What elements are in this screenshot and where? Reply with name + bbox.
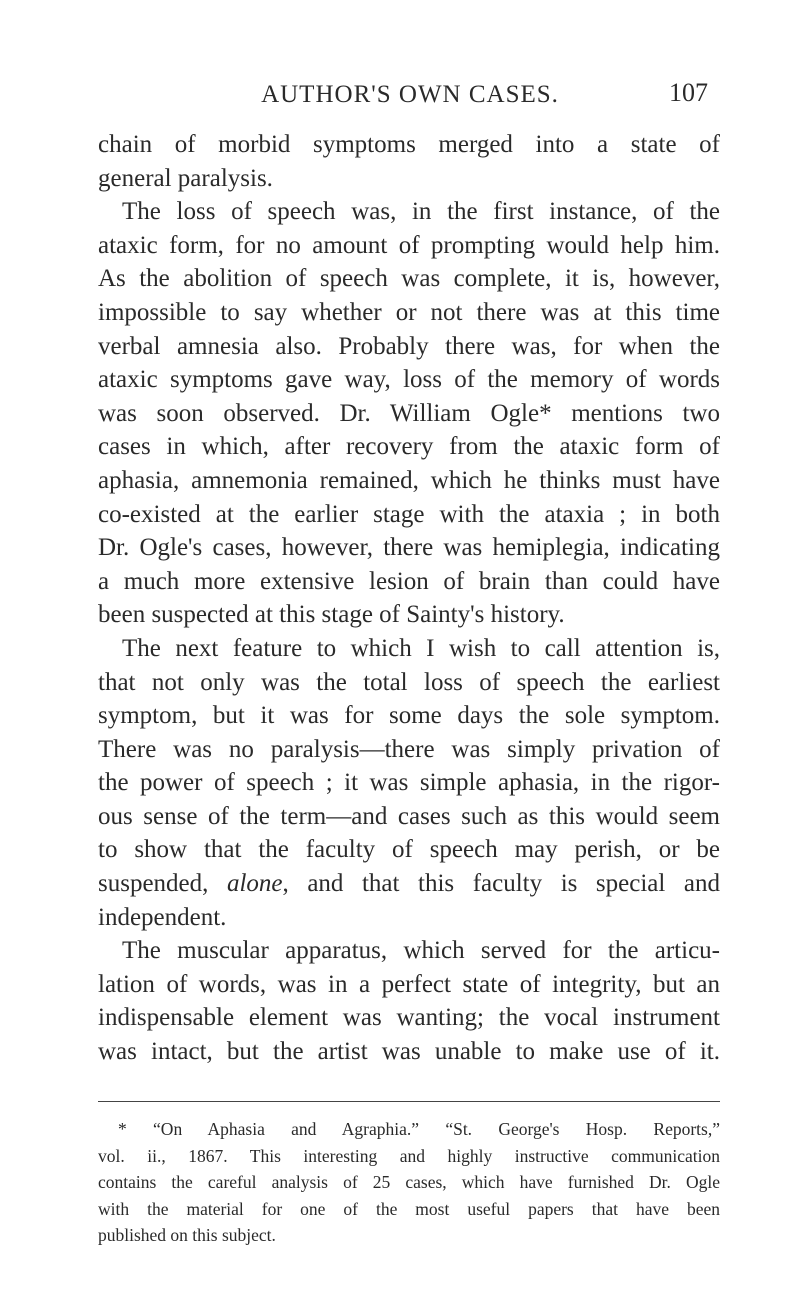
footnote xyxy=(98,1116,720,1249)
text-line: symptom, but it was for some days the sole symptom. xyxy=(98,702,720,730)
text-line: been suspected at this stage of Sainty's history. xyxy=(98,601,565,629)
text-line: lation of words, was in a perfect state of integrity, but an xyxy=(98,970,720,998)
text-line: indispensable element was wanting; the vocal instrument xyxy=(98,1004,720,1032)
text-line: As the abolition of speech was complete, it is, however, xyxy=(98,265,720,293)
footnote-line: with the material for one of the most useful papers that have been xyxy=(98,1198,720,1219)
text-line: chain of morbid symptoms merged into a state of xyxy=(98,131,720,158)
text-line: that not only was the total loss of speech the earliest xyxy=(98,668,720,696)
text-line: general paralysis. xyxy=(98,164,273,192)
text-line: ataxic symptoms gave way, loss of the memory of words xyxy=(98,366,720,394)
text-line: cases in which, after recovery from the ataxic form of xyxy=(98,433,720,461)
text-line: impossible to say whether or not there was at this time xyxy=(98,298,720,326)
emphasis: alone xyxy=(226,870,283,898)
text-line: Dr. Ogle's cases, however, there was hemiplegia, indicating xyxy=(98,534,720,562)
text-line: aphasia, amnemonia remained, which he thinks must have xyxy=(98,466,720,494)
text-line: ous sense of the term—and cases such as this would seem xyxy=(98,802,720,830)
text-line: suspended, alone, and that this faculty is special and xyxy=(98,870,720,898)
footnote-line: contains the careful analysis of 25 cases, which have furnished Dr. Ogle xyxy=(98,1172,720,1193)
text-line: a much more extensive lesion of brain than could have xyxy=(98,567,720,595)
text-line: ataxic form, for no amount of prompting would help him. xyxy=(98,231,720,259)
footnote-divider xyxy=(98,1101,720,1102)
footnote-line: published on this subject. xyxy=(98,1225,276,1246)
text-line: independent. xyxy=(98,903,227,931)
text-line: The loss of speech was, in the first instance, of the xyxy=(122,198,720,226)
page-number: 107 xyxy=(669,78,708,107)
text-line: The next feature to which I wish to call attention is, xyxy=(122,634,720,662)
text-line: verbal amnesia also. Probably there was, for when the xyxy=(98,332,720,360)
text-line: to show that the faculty of speech may perish, or be xyxy=(98,836,720,864)
running-title: AUTHOR'S OWN CASES. xyxy=(261,81,559,108)
footnote-line: * “On Aphasia and Agraphia.” “St. George's Hosp. Reports,” xyxy=(118,1119,720,1139)
text-line: co-existed at the earlier stage with the ataxia ; in both xyxy=(98,500,720,528)
text-line: the power of speech ; it was simple aphasia, in the rigor- xyxy=(98,769,720,797)
footnote-line: vol. ii., 1867. This interesting and highly instructive communication xyxy=(98,1145,720,1166)
text-line: The muscular apparatus, which served for the articu- xyxy=(122,937,720,965)
running-head xyxy=(100,76,720,116)
text-line: There was no paralysis—there was simply privation of xyxy=(98,735,720,763)
body-text xyxy=(98,128,720,1069)
text-line: was soon observed. Dr. William Ogle* mentions two xyxy=(98,399,720,427)
text-line: was intact, but the artist was unable to make use of it. xyxy=(98,1038,720,1066)
